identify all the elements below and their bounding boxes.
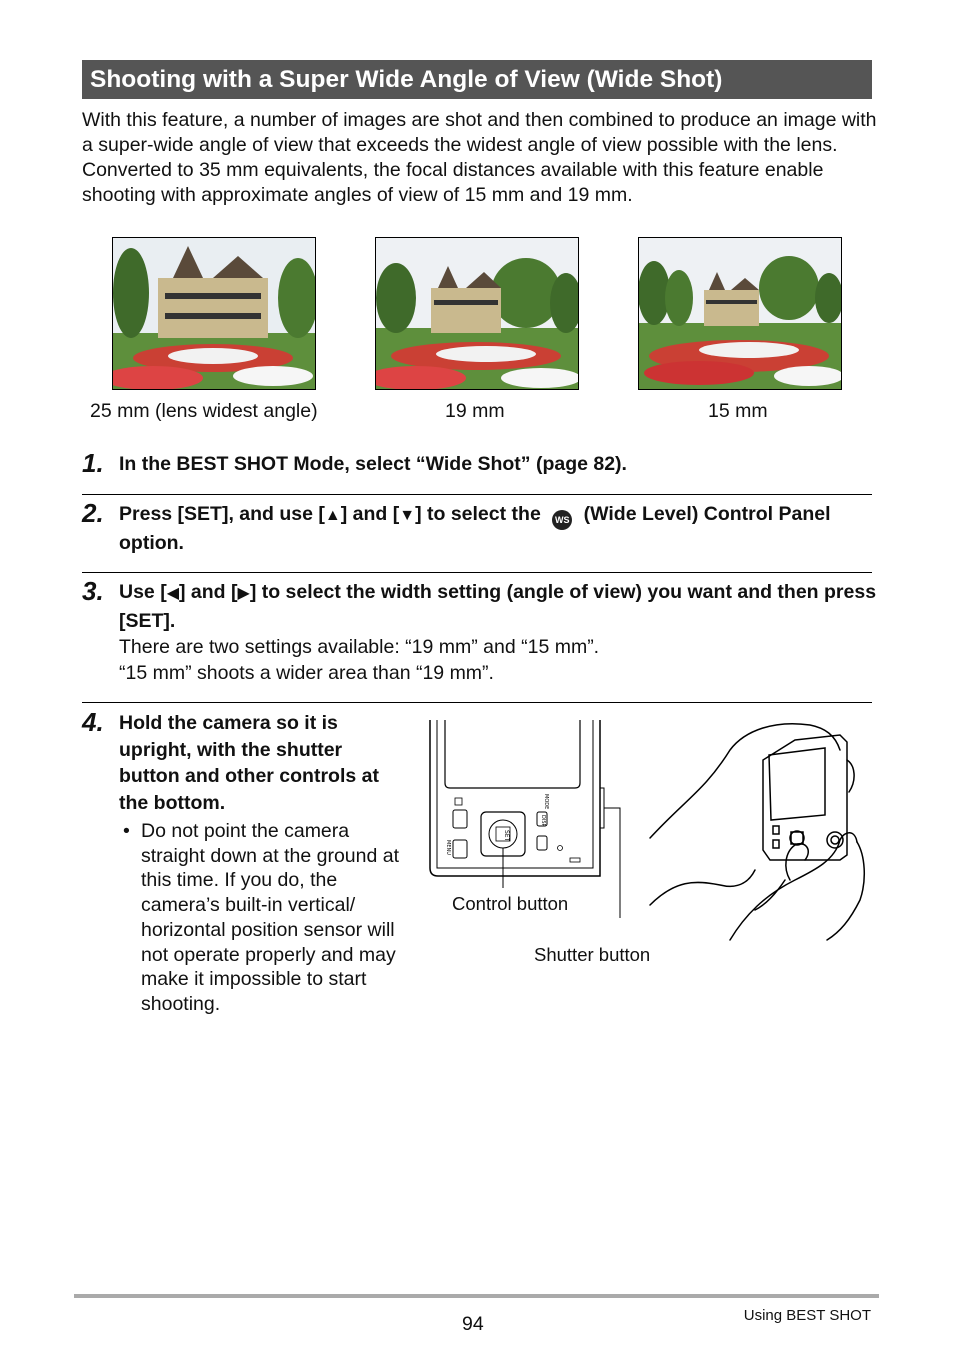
mode-button-label: MODE: [543, 794, 549, 810]
step-3-text: Use [◀] and [▶] to select the width setting (angle of view) you want and then press [SET].: [119, 581, 877, 632]
shutter-button-label: Shutter button: [534, 944, 651, 965]
step-3-number: 3.: [82, 576, 104, 606]
up-arrow-icon: ▲: [324, 507, 341, 524]
left-arrow-icon: ◀: [166, 585, 179, 602]
camera-back-illustration: [425, 718, 625, 918]
menu-button-label: MENU: [445, 840, 451, 855]
photo-19mm: [375, 237, 579, 390]
step-4-bullet-marker: •: [123, 820, 130, 842]
step-4-text: Hold the camera so it is upright, with the shutter button and other controls at the bottom.: [119, 712, 379, 814]
step-3-note-2: “15 mm” shoots a wider area than “19 mm”.: [119, 662, 494, 684]
hands-holding-camera-illustration: [645, 720, 875, 945]
photo-25mm: [112, 237, 316, 390]
step-4-number: 4.: [82, 707, 104, 737]
footer-rule: [74, 1294, 879, 1298]
set-button-label: SET: [503, 830, 510, 842]
step-2-text: Press [SET], and use [▲] and [▼] to select the WS (Wide Level) Control Panel option.: [119, 503, 831, 554]
step-1-number: 1.: [82, 448, 104, 478]
section-title: Shooting with a Super Wide Angle of View (Wide Shot): [82, 60, 872, 99]
down-arrow-icon: ▼: [399, 507, 416, 524]
disp-button-label: DISP: [540, 815, 546, 827]
photo-caption-25mm: 25 mm (lens widest angle): [90, 400, 318, 422]
divider: [82, 572, 872, 573]
divider: [82, 702, 872, 703]
intro-paragraph: With this feature, a number of images are shot and then combined to produce an image with a super-wide angle of view that exceeds the widest angle of view possible with the lens. Converted to 35 mm equivalents, the focal distances available with this feature enable shooting with approximate angles of view of 15 mm and 19 mm.: [82, 109, 877, 206]
photo-caption-15mm: 15 mm: [708, 400, 768, 422]
page-number: 94: [462, 1313, 484, 1335]
photo-15mm: [638, 237, 842, 390]
footer-section-name: Using BEST SHOT: [743, 1307, 871, 1324]
right-arrow-icon: ▶: [237, 585, 250, 602]
step-2-number: 2.: [82, 498, 104, 528]
step-4-bullet-text: Do not point the camera straight down at the ground at this time. If you do, the camera’s built-in vertical/ horizontal position sensor will not operate properly and may make it impossible to start shooting.: [141, 820, 400, 1015]
wide-level-icon: WS: [552, 510, 572, 530]
step-3-note-1: There are two settings available: “19 mm” and “15 mm”.: [119, 636, 600, 658]
control-button-label: Control button: [452, 893, 569, 914]
step-1-text: In the BEST SHOT Mode, select “Wide Shot” (page 82).: [119, 453, 627, 475]
photo-caption-19mm: 19 mm: [445, 400, 505, 422]
divider: [82, 494, 872, 495]
